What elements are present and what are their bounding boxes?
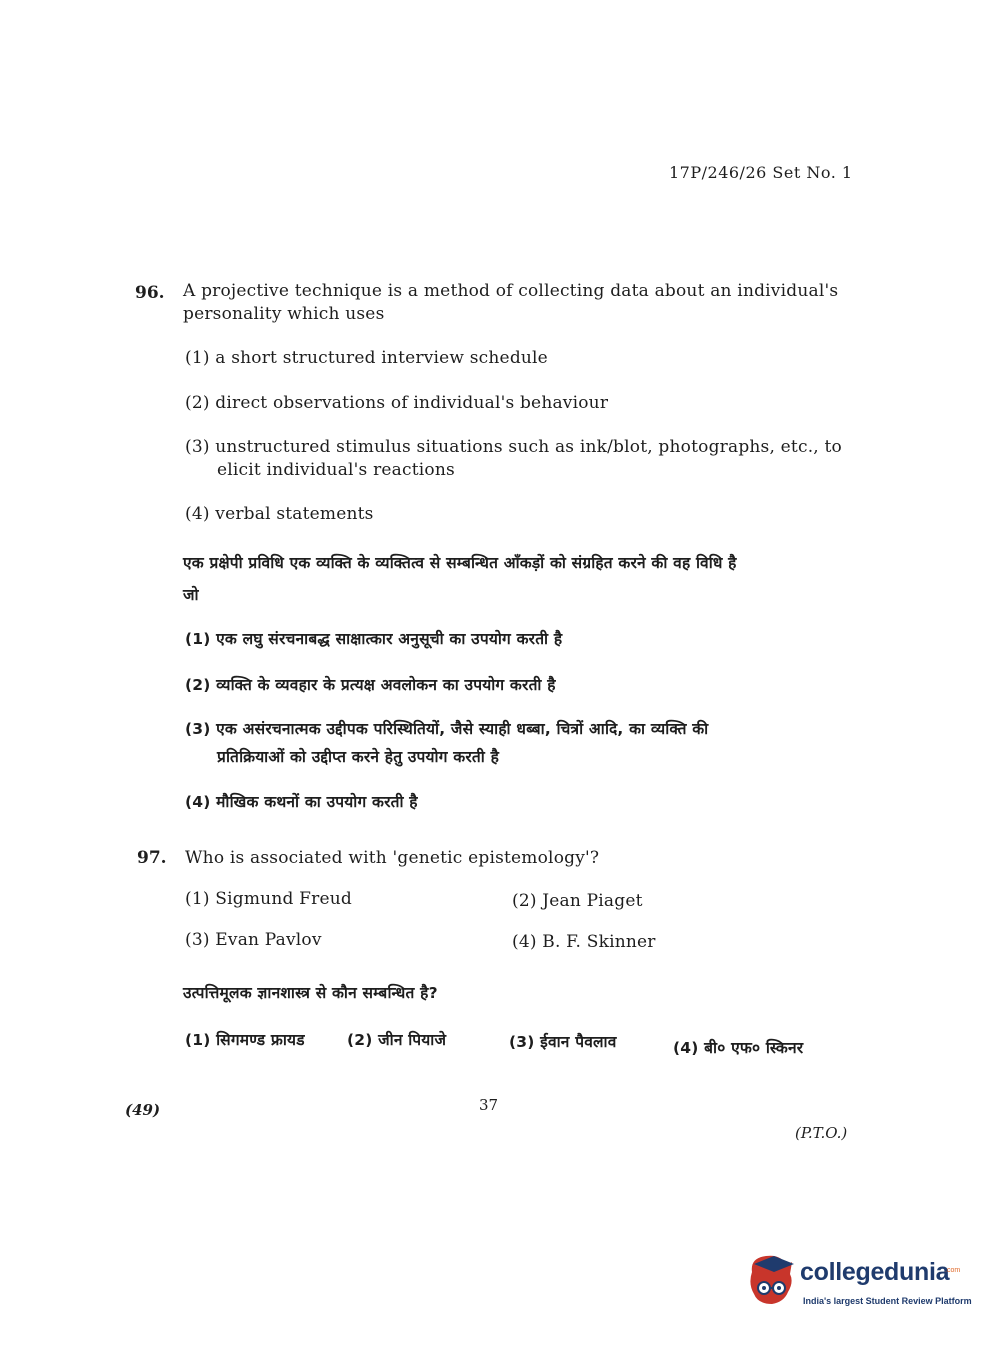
option-3-hindi-continued: प्रतिक्रियाओं को उद्दीप्त करने हेतु उपयोग करती है <box>217 748 500 766</box>
brand-tagline: India's largest Student Review Platform <box>803 1296 972 1306</box>
option-3-continued: elicit individual's reactions <box>217 460 455 480</box>
option-3-hindi: (3) ईवान पैवलाव <box>509 1033 617 1051</box>
option-1-hindi: (1) सिगमण्ड फ्रायड <box>185 1031 305 1049</box>
mascot-logo-icon <box>744 1252 800 1310</box>
option-4-hindi: (4) बी० एफ० स्किनर <box>673 1039 804 1057</box>
option-2: (2) Jean Piaget <box>512 891 643 911</box>
option-2: (2) direct observations of individual's behaviour <box>185 393 609 413</box>
option-4: (4) verbal statements <box>185 504 374 524</box>
option-3: (3) unstructured stimulus situations such as ink/blot, photographs, etc., to <box>185 437 842 457</box>
option-1: (1) Sigmund Freud <box>185 889 352 909</box>
page-number: 37 <box>479 1096 499 1114</box>
pto-label: (P.T.O.) <box>795 1124 848 1142</box>
question-text-hindi: उत्पत्तिमूलक ज्ञानशास्त्र से कौन सम्बन्धित है? <box>183 984 438 1002</box>
option-2-hindi: (2) व्यक्ति के व्यवहार के प्रत्यक्ष अवलोकन का उपयोग करती है <box>185 676 556 694</box>
question-text-hindi: एक प्रक्षेपी प्रविधि एक व्यक्ति के व्यक्तित्व से सम्बन्धित आँकड़ों को संग्रहित करने की वह विधि है <box>183 554 737 572</box>
option-1: (1) a short structured interview schedule <box>185 348 548 368</box>
brand-name: collegedunia <box>800 1258 950 1286</box>
option-3-hindi: (3) एक असंरचनात्मक उद्दीपक परिस्थितियों, जैसे स्याही धब्बा, चित्रों आदि, का व्यक्ति की <box>185 720 709 738</box>
question-number: 96. <box>135 283 165 303</box>
collegedunia-watermark <box>744 1252 974 1312</box>
option-2-hindi: (2) जीन पियाजे <box>347 1031 447 1049</box>
paper-code: (49) <box>125 1101 161 1119</box>
option-1-hindi: (1) एक लघु संरचनाबद्ध साक्षात्कार अनुसूची का उपयोग करती है <box>185 630 563 648</box>
set-number: 17P/246/26 Set No. 1 <box>669 163 853 182</box>
option-4: (4) B. F. Skinner <box>512 932 656 952</box>
question-text: A projective technique is a method of collecting data about an individual's <box>183 281 839 301</box>
option-4-hindi: (4) मौखिक कथनों का उपयोग करती है <box>185 793 418 811</box>
option-3: (3) Evan Pavlov <box>185 930 322 950</box>
brand-suffix: .com <box>945 1267 961 1274</box>
question-number: 97. <box>137 848 167 868</box>
question-text-hindi: जो <box>183 586 199 604</box>
question-text: Who is associated with 'genetic epistemology'? <box>185 848 600 868</box>
question-text: personality which uses <box>183 304 385 324</box>
